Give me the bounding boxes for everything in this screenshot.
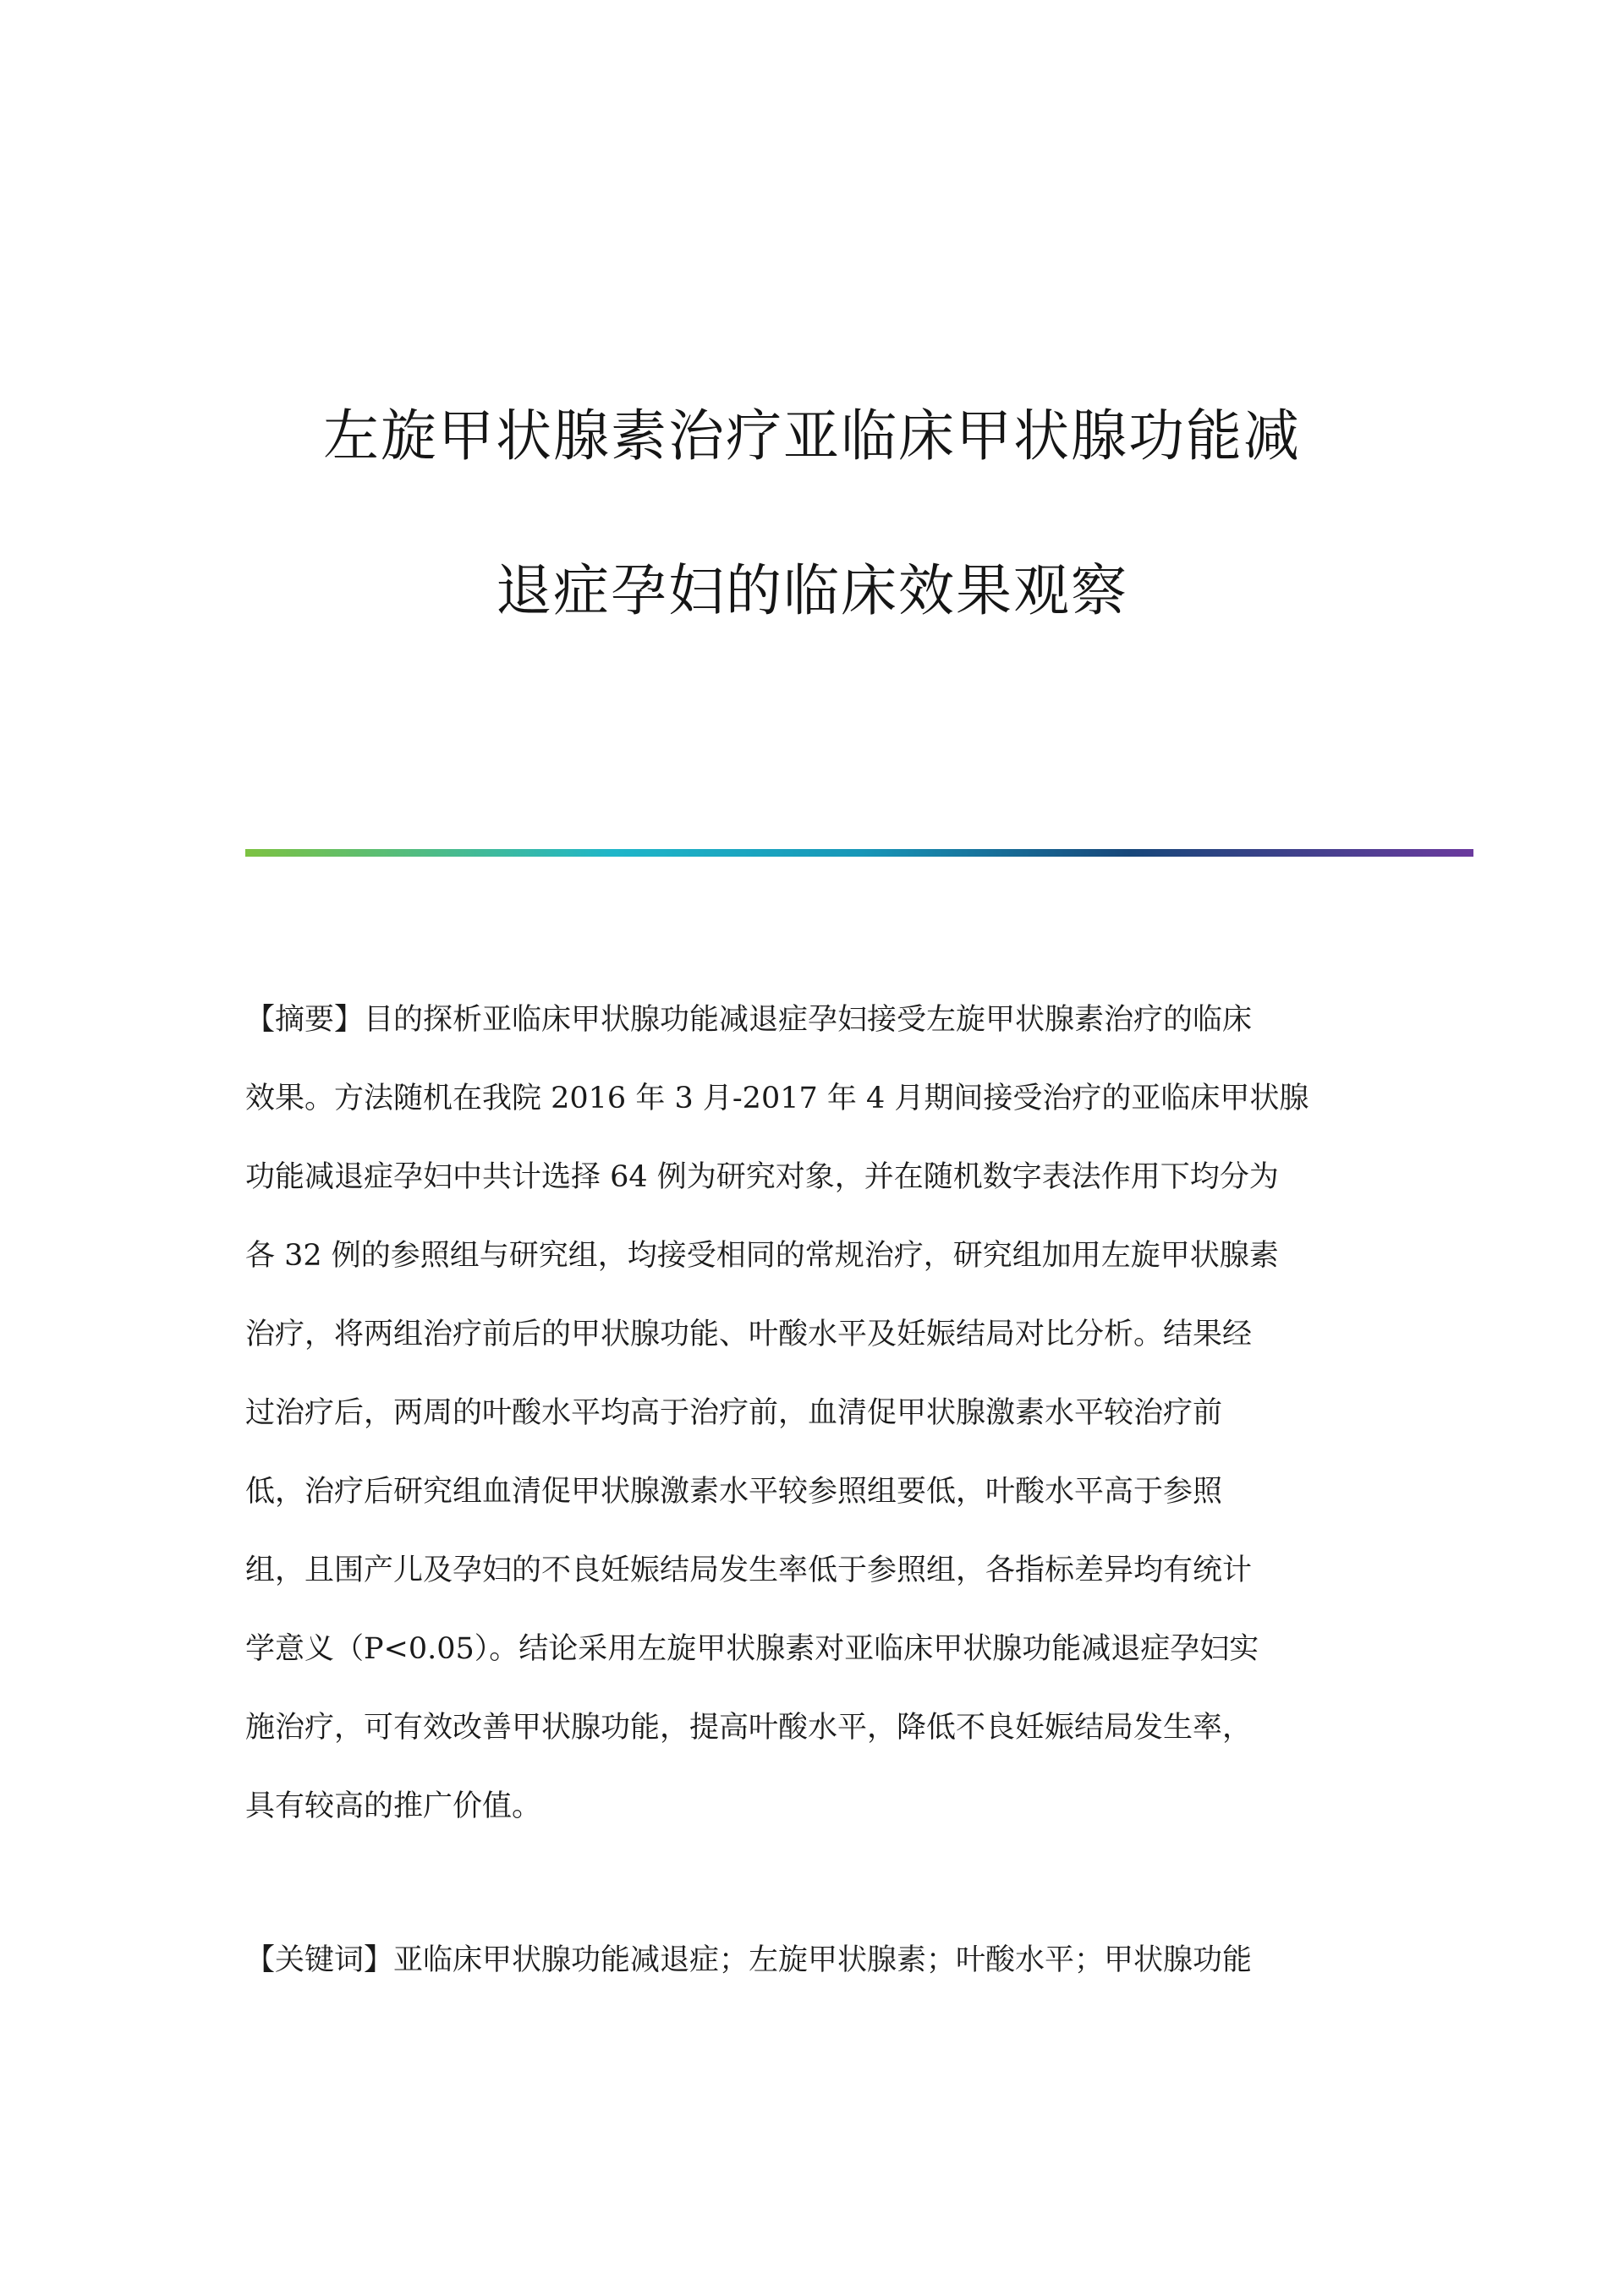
keywords-paragraph <box>245 1921 1362 2000</box>
abstract-line: 过治疗后，两周的叶酸水平均高于治疗前，血清促甲状腺激素水平较治疗前 <box>245 1396 1223 1430</box>
title-line-1: 左旋甲状腺素治疗亚临床甲状腺功能减 <box>323 403 1301 469</box>
keywords-line <box>245 1921 1362 2000</box>
abstract-line: 学意义（P<0.05）。结论采用左旋甲状腺素对亚临床甲状腺功能减退症孕妇实 <box>245 1632 1259 1666</box>
abstract-line: 组，且围产儿及孕妇的不良妊娠结局发生率低于参照组，各指标差异均有统计 <box>245 1553 1253 1587</box>
abstract-line: 治疗，将两组治疗前后的甲状腺功能、叶酸水平及妊娠结局对比分析。结果经 <box>245 1318 1253 1351</box>
gradient-divider <box>245 849 1473 857</box>
abstract-line: 效果。方法随机在我院 2016 年 3 月-2017 年 4 月期间接受治疗的亚临床甲状腺 <box>245 1082 1309 1115</box>
keywords-label: 【关键词】 <box>245 1943 394 1977</box>
title-line-2: 退症孕妇的临床效果观察 <box>496 558 1128 623</box>
abstract-paragraph <box>245 981 1362 1846</box>
abstract-line: 施治疗，可有效改善甲状腺功能，提高叶酸水平，降低不良妊娠结局发生率， <box>245 1711 1253 1745</box>
abstract-label: 【摘要】 <box>245 1003 365 1037</box>
abstract-line <box>245 981 1362 1060</box>
abstract-line: 功能减退症孕妇中共计选择 64 例为研究对象，并在随机数字表法作用下均分为 <box>245 1160 1279 1194</box>
abstract-line: 低，治疗后研究组血清促甲状腺激素水平较参照组要低，叶酸水平高于参照 <box>245 1475 1223 1509</box>
abstract-text: 目的探析亚临床甲状腺功能减退症孕妇接受左旋甲状腺素治疗的临床 <box>364 1003 1253 1037</box>
abstract-line: 各 32 例的参照组与研究组，均接受相同的常规治疗，研究组加用左旋甲状腺素 <box>245 1239 1279 1273</box>
abstract-line: 具有较高的推广价值。 <box>245 1789 542 1823</box>
keywords-text: 亚临床甲状腺功能减退症；左旋甲状腺素；叶酸水平；甲状腺功能 <box>393 1943 1253 1977</box>
